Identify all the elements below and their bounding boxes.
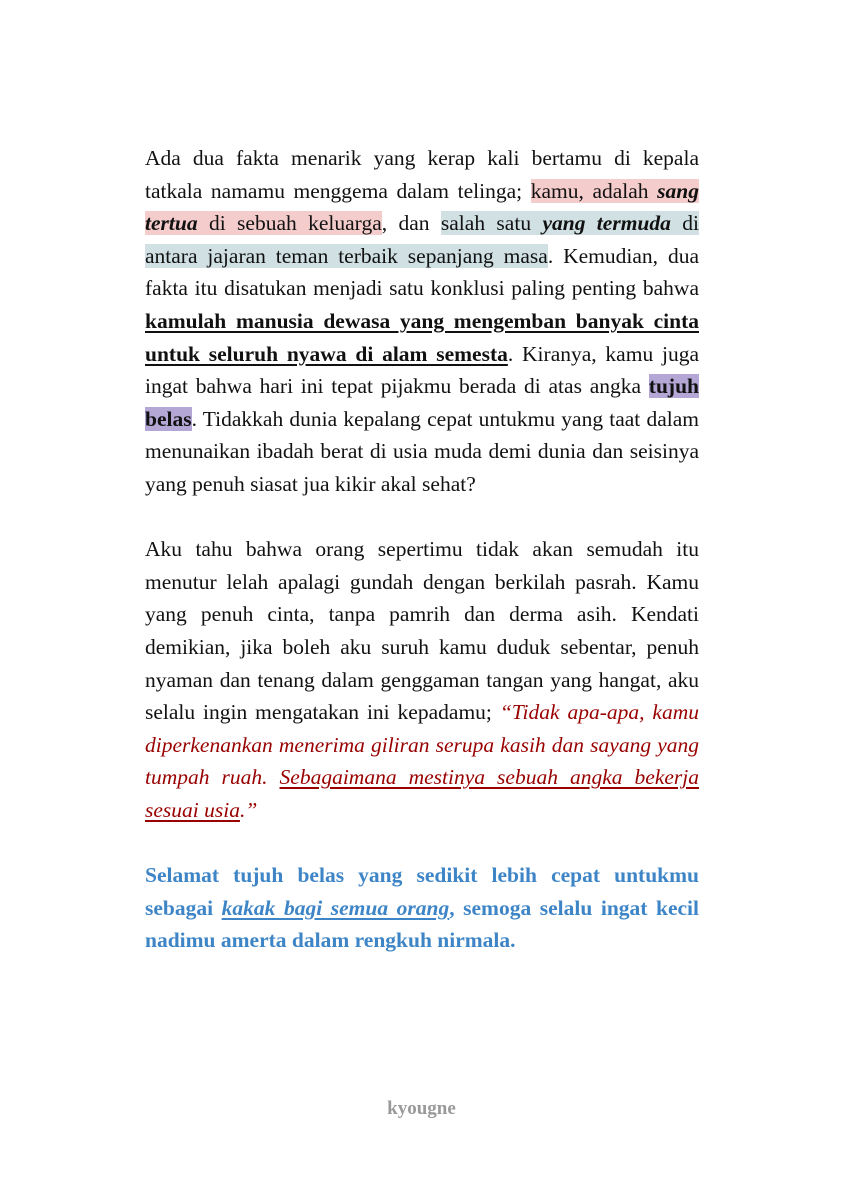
underlined-conclusion: kamulah manusia dewasa yang mengemban banyak cinta untuk seluruh nyawa di alam semesta <box>145 308 699 366</box>
quote-end: .” <box>239 797 258 822</box>
paragraph-1-text: . Tidakkah dunia kepalang cepat untukmu yang taat dalam menunaikan ibadah berat di usia muda demi dunia dan seisinya yang penuh siasat jua kikir akal sehat? <box>145 406 699 496</box>
highlight-youngest-lead: salah satu <box>440 211 543 236</box>
closing-text: Selamat tujuh belas yang sedikit lebih cepat untukmu sebagai <box>145 863 699 920</box>
paragraph-1-text: . Kiranya, kamu juga ingat bahwa hari ini tepat pijakmu berada di atas angka <box>145 341 699 399</box>
paragraph-2 <box>145 533 699 826</box>
emphasis-yang-termuda: yang termuda <box>542 211 671 236</box>
highlight-eldest-lead: kamu, adalah <box>530 178 658 203</box>
emphasis-sang-tertua: sang tertua <box>145 178 699 236</box>
signature: kyougne <box>387 1098 456 1119</box>
quote-underlined: Sebagaimana mestinya sebuah angka bekerja sesuai usia <box>145 765 699 822</box>
highlight-youngest-tail: di antara jajaran teman terbaik sepanjang masa <box>145 211 699 268</box>
paragraph-1-text: , dan <box>381 211 441 236</box>
paragraph-1 <box>145 142 699 501</box>
paragraph-1-text: Ada dua fakta menarik yang kerap kali bertamu di kepala tatkala namamu menggema dalam telinga; <box>145 146 699 203</box>
paragraph-1-text: . Kemudian, dua fakta itu disatukan menjadi satu konklusi paling penting bahwa <box>145 243 699 301</box>
letter-body <box>145 142 699 957</box>
paragraph-3-closing <box>145 859 699 957</box>
closing-underlined: kakak bagi semua orang <box>221 895 450 920</box>
highlight-tujuh-belas: tujuh belas <box>145 374 699 431</box>
closing-text: , semoga selalu ingat kecil nadimu amerta dalam rengkuh nirmala. <box>145 895 700 953</box>
paragraph-2-text: Aku tahu bahwa orang sepertimu tidak akan semudah itu menutur lelah apalagi gundah dengan berkilah pasrah. Kamu yang penuh cinta, tanpa pamrih dan derma asih. Kendati demikian, jika boleh aku suruh kamu duduk sebentar, penuh nyaman dan tenang dalam genggaman tangan yang hangat, aku selalu ingin mengatakan ini kepadamu; <box>145 537 699 725</box>
quote-text: “Tidak apa-apa, kamu diperkenankan menerima giliran serupa kasih dan sayang yang tumpah ruah. <box>145 700 699 790</box>
highlight-eldest-tail: di sebuah keluarga <box>197 211 382 236</box>
